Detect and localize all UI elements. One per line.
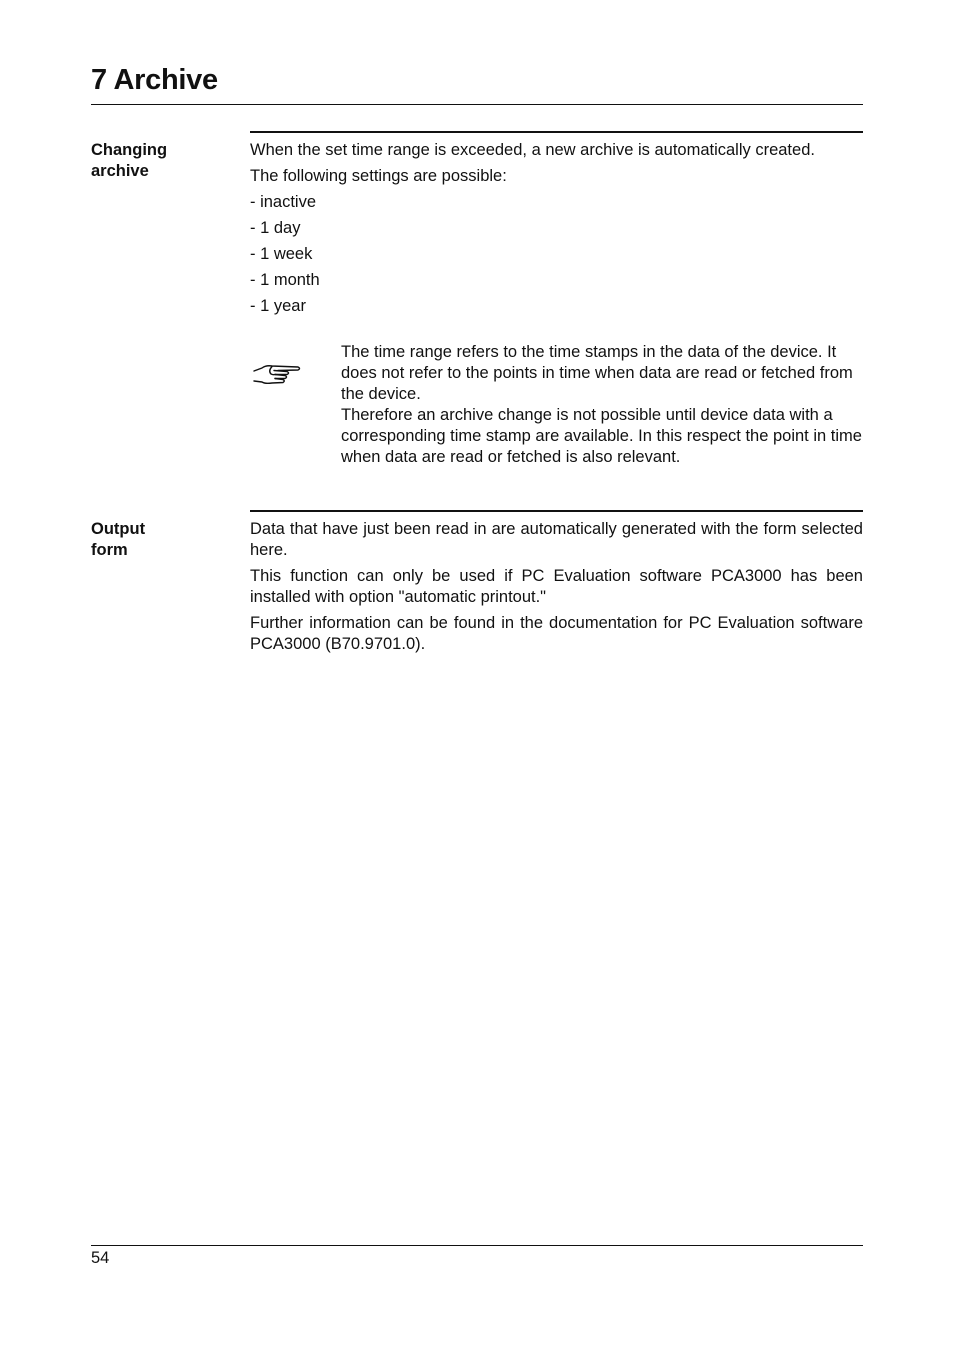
section-label-output-form [91, 519, 231, 561]
list-item: - 1 year [250, 297, 306, 315]
paragraph: When the set time range is exceeded, a new archive is automatically created. [250, 141, 815, 159]
paragraph: This function can only be used if PC Evaluation software PCA3000 has been installed with option "automatic printout." [250, 567, 863, 606]
page-number: 54 [91, 1249, 110, 1267]
list-item: - 1 day [250, 219, 301, 237]
section-label-changing-archive [91, 140, 231, 182]
note-text [341, 342, 863, 468]
list-item: - 1 month [250, 271, 320, 289]
changing-archive-body [250, 140, 863, 322]
list-item: - inactive [250, 193, 317, 211]
section-label-line: archive [91, 162, 149, 180]
section-label-line: Output [91, 520, 146, 538]
section-rule-changing-archive [250, 131, 863, 133]
paragraph: Data that have just been read in are automatically generated with the form selected here. [250, 520, 863, 559]
list-item: - 1 week [250, 245, 313, 263]
page-title: 7 Archive [91, 64, 218, 96]
section-label-line: Changing [91, 141, 168, 159]
output-form-body [250, 519, 863, 660]
settings-lead: The following settings are possible: [250, 167, 507, 185]
pointing-hand-icon [252, 362, 302, 390]
header-rule [91, 104, 863, 105]
section-label-line: form [91, 541, 128, 559]
section-rule-output-form [250, 510, 863, 512]
note-paragraph: Therefore an archive change is not possible until device data with a corresponding time stamp are available. In this respect the point in time when data are read or fetched is also relevant. [341, 406, 862, 466]
note-paragraph: The time range refers to the time stamps in the data of the device. It does not refer to the points in time when data are read or fetched from the device. [341, 343, 853, 403]
footer-rule [91, 1245, 863, 1246]
paragraph: Further information can be found in the documentation for PC Evaluation software PCA3000 (B70.9701.0). [250, 614, 863, 653]
